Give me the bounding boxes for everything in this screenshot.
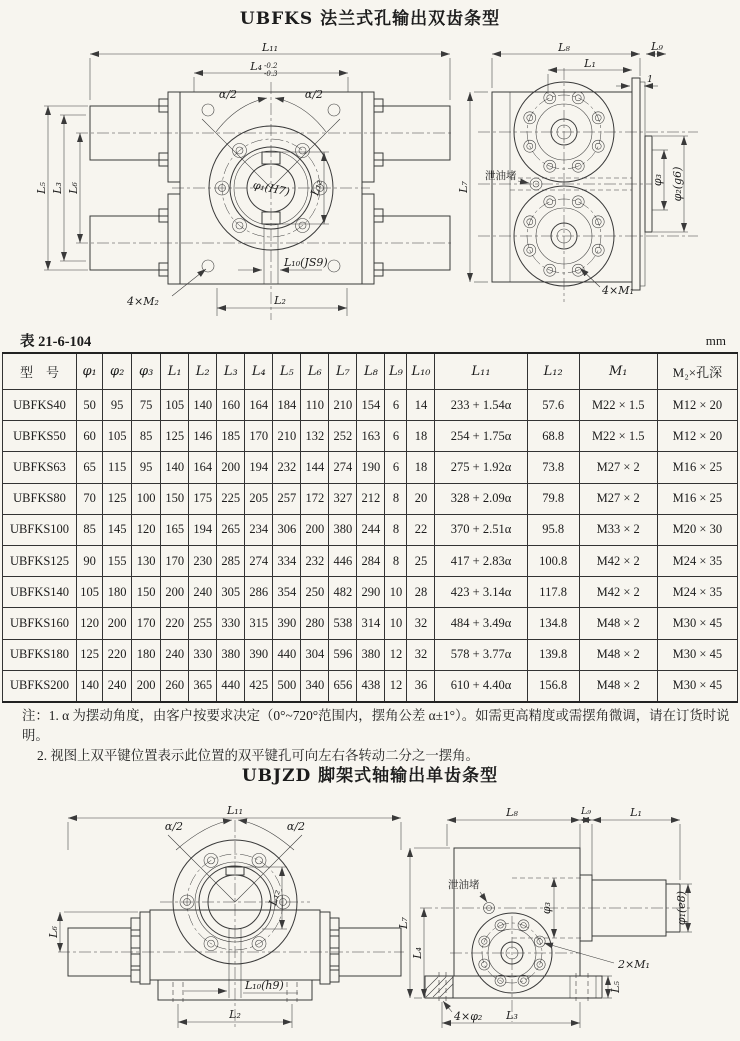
dim-label-l6: L₆ — [47, 926, 60, 938]
model-cell: UBFKS63 — [3, 452, 77, 483]
dim-label-l3: L₃ — [506, 1009, 518, 1022]
column-header: L₁₂ — [527, 353, 579, 390]
spec-cell: 180 — [132, 639, 161, 670]
dim-label-l12: L₁₂ — [308, 178, 325, 198]
spec-cell: 6 — [385, 421, 407, 452]
drain-plug-label: 泄油堵 — [448, 879, 480, 891]
column-header: L₂ — [189, 353, 217, 390]
spec-cell: 440 — [273, 639, 301, 670]
spec-cell: 200 — [103, 608, 132, 639]
spec-cell: 146 — [189, 421, 217, 452]
column-header: M₂×孔深 — [657, 353, 737, 390]
dim-label-l9: L₉ — [580, 806, 592, 817]
spec-cell: 305 — [217, 577, 245, 608]
page-title-ubjzd: UBJZD 脚架式轴输出单齿条型 — [241, 766, 499, 786]
spec-cell: 354 — [273, 577, 301, 608]
spec-cell: 170 — [245, 421, 273, 452]
spec-cell: 423 + 3.14α — [435, 577, 527, 608]
spec-table-body — [3, 390, 738, 702]
column-header: L₁₀ — [407, 353, 435, 390]
table-row — [3, 639, 738, 670]
spec-cell: 8 — [385, 483, 407, 514]
dim-label-l4: L₄ — [411, 947, 424, 959]
dim-label-l12: L₁₂ — [266, 888, 283, 908]
spec-cell: 184 — [273, 390, 301, 421]
spec-cell: M16 × 25 — [657, 483, 737, 514]
spec-cell: 14 — [407, 390, 435, 421]
dim-label-phi2-g6: φ₂(g6) — [671, 166, 684, 202]
spec-cell: 175 — [189, 483, 217, 514]
spec-cell: 210 — [329, 390, 357, 421]
spec-cell: 500 — [273, 670, 301, 702]
spec-cell: M33 × 2 — [579, 514, 657, 545]
spec-cell: 254 + 1.75α — [435, 421, 527, 452]
spec-cell: 85 — [132, 421, 161, 452]
spec-cell: 390 — [273, 608, 301, 639]
spec-cell: 232 — [273, 452, 301, 483]
dim-label-l8: L₈ — [558, 41, 570, 54]
spec-cell: 232 — [301, 545, 329, 576]
table-row — [3, 608, 738, 639]
spec-cell: M24 × 35 — [657, 577, 737, 608]
housing-and-racks — [76, 82, 452, 320]
spec-cell: 10 — [385, 577, 407, 608]
table-row — [3, 421, 738, 452]
dim-label-phi3: φ₃ — [540, 901, 553, 915]
spec-cell: 105 — [103, 421, 132, 452]
table-caption: 表 21-6-104 — [20, 334, 92, 350]
spec-cell: 100.8 — [527, 545, 579, 576]
spec-cell: 340 — [301, 670, 329, 702]
holes-label-4xphi2: 4×φ₂ — [454, 1010, 483, 1023]
spec-cell: 163 — [357, 421, 385, 452]
spec-cell: 79.8 — [527, 483, 579, 514]
dim-label-l7: L₇ — [397, 917, 410, 929]
spec-cell: 8 — [385, 514, 407, 545]
spec-cell: 132 — [301, 421, 329, 452]
spec-cell: 220 — [161, 608, 189, 639]
spec-cell: 284 — [357, 545, 385, 576]
notes-block — [22, 706, 732, 766]
spec-cell: 22 — [407, 514, 435, 545]
spec-cell: 327 — [329, 483, 357, 514]
spec-cell: 8 — [385, 545, 407, 576]
spec-cell: 200 — [132, 670, 161, 702]
spec-cell: M30 × 45 — [657, 608, 737, 639]
spec-cell: 370 + 2.51α — [435, 514, 527, 545]
drain-plug-label: 泄油堵 — [485, 170, 517, 182]
spec-cell: 210 — [273, 421, 301, 452]
dim-label-1mm: 1 — [646, 74, 654, 85]
dimension-lines — [60, 818, 401, 1028]
dim-label-l11: L₁₁ — [261, 41, 279, 54]
spec-cell: 144 — [301, 452, 329, 483]
spec-cell: 240 — [103, 670, 132, 702]
spec-cell: 164 — [245, 390, 273, 421]
column-header: L₉ — [385, 353, 407, 390]
table-row — [3, 577, 738, 608]
dim-label-l3: L₃ — [51, 182, 64, 194]
page-title-ubfks: UBFKS 法兰式孔输出双齿条型 — [239, 9, 501, 29]
spec-cell: 330 — [189, 639, 217, 670]
dim-label-l9: L₉ — [651, 40, 663, 53]
dim-label-l5: L₅ — [35, 182, 48, 194]
spec-cell: 290 — [357, 577, 385, 608]
housing-side — [478, 68, 698, 302]
spec-cell: 200 — [161, 577, 189, 608]
spec-cell: 425 — [245, 670, 273, 702]
spec-cell: 656 — [329, 670, 357, 702]
spec-cell: 18 — [407, 452, 435, 483]
table-row — [3, 483, 738, 514]
column-header: L₄ — [245, 353, 273, 390]
dim-label-l4-tol-lower: -0.3 — [264, 70, 278, 78]
spec-cell: 164 — [189, 452, 217, 483]
spec-cell: 120 — [132, 514, 161, 545]
spec-cell: 265 — [217, 514, 245, 545]
model-cell: UBFKS40 — [3, 390, 77, 421]
spec-cell: M30 × 45 — [657, 670, 737, 702]
spec-cell: 95 — [103, 390, 132, 421]
holes-label-2xm1: 2×M₁ — [618, 958, 650, 971]
spec-cell: 125 — [103, 483, 132, 514]
ubjzd-side-view-drawing — [392, 790, 738, 1041]
dim-label-l10-js9: L₁₀(JS9) — [284, 256, 328, 269]
ubfks-front-view-drawing — [22, 40, 454, 330]
spec-cell: 6 — [385, 452, 407, 483]
spec-cell: 234 — [245, 514, 273, 545]
drain-plug — [480, 892, 495, 914]
spec-cell: 244 — [357, 514, 385, 545]
spec-cell: M48 × 2 — [579, 639, 657, 670]
spec-cell: 32 — [407, 608, 435, 639]
model-cell: UBFKS80 — [3, 483, 77, 514]
spec-cell: 170 — [161, 545, 189, 576]
spec-cell: 90 — [77, 545, 103, 576]
spec-table — [2, 352, 738, 703]
spec-cell: 105 — [161, 390, 189, 421]
note-line-2: 2. 视图上双平键位置表示此位置的双平键孔可向左右各转动二分之一摆角。 — [37, 748, 479, 764]
bore-label-phi1-h7: φ₁(H7) — [251, 178, 291, 199]
spec-cell: M22 × 1.5 — [579, 390, 657, 421]
spec-cell: M27 × 2 — [579, 452, 657, 483]
column-header: 型 号 — [3, 353, 77, 390]
spec-cell: 125 — [161, 421, 189, 452]
spec-cell: 170 — [132, 608, 161, 639]
spec-cell: 304 — [301, 639, 329, 670]
spec-cell: 380 — [329, 514, 357, 545]
spec-cell: 140 — [161, 452, 189, 483]
angle-label-left: α/2 — [218, 88, 238, 101]
spec-cell: 155 — [103, 545, 132, 576]
spec-cell: 185 — [217, 421, 245, 452]
ubjzd-front-view-drawing — [28, 790, 410, 1041]
spec-cell: 538 — [329, 608, 357, 639]
spec-cell: M27 × 2 — [579, 483, 657, 514]
spec-cell: 156.8 — [527, 670, 579, 702]
spec-cell: 280 — [301, 608, 329, 639]
spec-cell: 334 — [273, 545, 301, 576]
spec-cell: 125 — [77, 639, 103, 670]
table-row — [3, 514, 738, 545]
spec-cell: M12 × 20 — [657, 390, 737, 421]
spec-cell: 306 — [273, 514, 301, 545]
spec-cell: 160 — [217, 390, 245, 421]
spec-cell: 314 — [357, 608, 385, 639]
spec-cell: 130 — [132, 545, 161, 576]
angle-label-right: α/2 — [304, 88, 324, 101]
dim-label-l5: L₅ — [609, 981, 622, 993]
column-header: L₆ — [301, 353, 329, 390]
table-row — [3, 545, 738, 576]
spec-cell: 220 — [103, 639, 132, 670]
spec-cell: 596 — [329, 639, 357, 670]
spec-cell: 28 — [407, 577, 435, 608]
spec-cell: M12 × 20 — [657, 421, 737, 452]
spec-cell: 95.8 — [527, 514, 579, 545]
spec-cell: 330 — [217, 608, 245, 639]
spec-cell: 57.6 — [527, 390, 579, 421]
spec-cell: M48 × 2 — [579, 608, 657, 639]
spec-cell: 120 — [77, 608, 103, 639]
dim-label-l4-tol-upper: -0.2 — [264, 62, 278, 70]
unit-label: mm — [705, 333, 726, 348]
spec-cell: 240 — [161, 639, 189, 670]
spec-cell: 438 — [357, 670, 385, 702]
spec-cell: 12 — [385, 670, 407, 702]
spec-cell: 10 — [385, 608, 407, 639]
spec-cell: 446 — [329, 545, 357, 576]
model-cell: UBFKS125 — [3, 545, 77, 576]
spec-cell: 274 — [329, 452, 357, 483]
dim-label-l1: L₁ — [630, 806, 642, 819]
angle-label-left: α/2 — [164, 820, 184, 833]
dim-label-l7: L₇ — [457, 181, 470, 193]
housing-and-rack — [58, 820, 404, 1030]
table-row — [3, 452, 738, 483]
spec-cell: 25 — [407, 545, 435, 576]
spec-cell: 286 — [245, 577, 273, 608]
dim-label-phi1-e8: φ₁(e8) — [675, 890, 688, 926]
spec-table-head — [3, 353, 738, 390]
spec-cell: 95 — [132, 452, 161, 483]
spec-cell: 110 — [301, 390, 329, 421]
model-cell: UBFKS50 — [3, 421, 77, 452]
model-cell: UBFKS100 — [3, 514, 77, 545]
column-header: L₅ — [273, 353, 301, 390]
spec-cell: 440 — [217, 670, 245, 702]
spec-cell: 252 — [329, 421, 357, 452]
spec-cell: 190 — [357, 452, 385, 483]
column-header: L₃ — [217, 353, 245, 390]
spec-cell: 380 — [217, 639, 245, 670]
spec-cell: 20 — [407, 483, 435, 514]
spec-cell: 172 — [301, 483, 329, 514]
spec-cell: 134.8 — [527, 608, 579, 639]
spec-cell: 117.8 — [527, 577, 579, 608]
spec-cell: 6 — [385, 390, 407, 421]
spec-cell: 200 — [301, 514, 329, 545]
spec-cell: 115 — [103, 452, 132, 483]
spec-cell: 200 — [217, 452, 245, 483]
column-header: φ₁ — [77, 353, 103, 390]
spec-cell: 274 — [245, 545, 273, 576]
note-line-1: 注：1. α 为摆动角度，由客户按要求决定（0°~720°范围内，摆角公差 α±1°）。如需更高精度或需摆角微调，请在订货时说明。 — [22, 708, 730, 744]
spec-cell: 484 + 3.49α — [435, 608, 527, 639]
spec-cell: M24 × 35 — [657, 545, 737, 576]
spec-cell: 18 — [407, 421, 435, 452]
column-header: L₇ — [329, 353, 357, 390]
spec-cell: 255 — [189, 608, 217, 639]
spec-cell: 233 + 1.54α — [435, 390, 527, 421]
spec-cell: 610 + 4.40α — [435, 670, 527, 702]
column-header: M₁ — [579, 353, 657, 390]
spec-cell: M42 × 2 — [579, 577, 657, 608]
spec-cell: 105 — [77, 577, 103, 608]
spec-cell: 194 — [245, 452, 273, 483]
dim-label-l11: L₁₁ — [226, 804, 244, 817]
angle-label-right: α/2 — [286, 820, 306, 833]
spec-cell: 205 — [245, 483, 273, 514]
spec-cell: 257 — [273, 483, 301, 514]
spec-cell: 482 — [329, 577, 357, 608]
spec-cell: 150 — [132, 577, 161, 608]
spec-cell: 145 — [103, 514, 132, 545]
spec-cell: 180 — [103, 577, 132, 608]
spec-cell: 194 — [189, 514, 217, 545]
spec-cell: 68.8 — [527, 421, 579, 452]
column-header: L₈ — [357, 353, 385, 390]
model-cell: UBFKS140 — [3, 577, 77, 608]
table-row — [3, 390, 738, 421]
spec-cell: 225 — [217, 483, 245, 514]
dim-label-l1: L₁ — [584, 57, 596, 70]
spec-cell: 380 — [357, 639, 385, 670]
spec-cell: 32 — [407, 639, 435, 670]
column-header: φ₂ — [103, 353, 132, 390]
holes-label-4xm1: 4×M₁ — [602, 284, 634, 297]
holes-label-4xm2: 4×M₂ — [127, 295, 159, 308]
spec-cell: 85 — [77, 514, 103, 545]
spec-cell: 250 — [301, 577, 329, 608]
spec-cell: 240 — [189, 577, 217, 608]
spec-cell: 65 — [77, 452, 103, 483]
spec-cell: 165 — [161, 514, 189, 545]
spec-cell: 275 + 1.92α — [435, 452, 527, 483]
housing-and-foot — [420, 848, 692, 1022]
spec-cell: M42 × 2 — [579, 545, 657, 576]
spec-cell: 36 — [407, 670, 435, 702]
dim-label-l2: L₂ — [274, 294, 286, 307]
spec-cell: 60 — [77, 421, 103, 452]
spec-cell: 150 — [161, 483, 189, 514]
spec-cell: 139.8 — [527, 639, 579, 670]
column-header: φ₃ — [132, 353, 161, 390]
spec-cell: M20 × 30 — [657, 514, 737, 545]
spec-cell: 328 + 2.09α — [435, 483, 527, 514]
spec-cell: 50 — [77, 390, 103, 421]
dim-label-l4: L₄ — [250, 60, 262, 73]
spec-cell: 260 — [161, 670, 189, 702]
spec-cell: 12 — [385, 639, 407, 670]
dimension-lines — [410, 820, 692, 1028]
spec-cell: 140 — [77, 670, 103, 702]
dim-label-l8: L₈ — [506, 806, 518, 819]
table-row — [3, 670, 738, 702]
dim-label-phi3: φ₃ — [651, 173, 664, 187]
dim-label-l10-h9: L₁₀(h9) — [245, 979, 284, 992]
spec-cell: 212 — [357, 483, 385, 514]
spec-cell: 154 — [357, 390, 385, 421]
spec-cell: 70 — [77, 483, 103, 514]
spec-cell: 230 — [189, 545, 217, 576]
spec-cell: M16 × 25 — [657, 452, 737, 483]
spec-cell: 578 + 3.77α — [435, 639, 527, 670]
spec-cell: 417 + 2.83α — [435, 545, 527, 576]
spec-cell: 140 — [189, 390, 217, 421]
spec-cell: 315 — [245, 608, 273, 639]
model-cell: UBFKS180 — [3, 639, 77, 670]
spec-cell: M22 × 1.5 — [579, 421, 657, 452]
model-cell: UBFKS200 — [3, 670, 77, 702]
dim-label-l6: L₆ — [67, 182, 80, 194]
spec-cell: 75 — [132, 390, 161, 421]
spec-cell: 365 — [189, 670, 217, 702]
spec-cell: 285 — [217, 545, 245, 576]
spec-cell: M48 × 2 — [579, 670, 657, 702]
spec-cell: 100 — [132, 483, 161, 514]
dim-label-l2: L₂ — [229, 1008, 241, 1021]
model-cell: UBFKS160 — [3, 608, 77, 639]
column-header: L₁₁ — [435, 353, 527, 390]
spec-cell: 390 — [245, 639, 273, 670]
ubfks-side-view-drawing — [452, 40, 740, 330]
column-header: L₁ — [161, 353, 189, 390]
spec-cell: 73.8 — [527, 452, 579, 483]
spec-cell: M30 × 45 — [657, 639, 737, 670]
